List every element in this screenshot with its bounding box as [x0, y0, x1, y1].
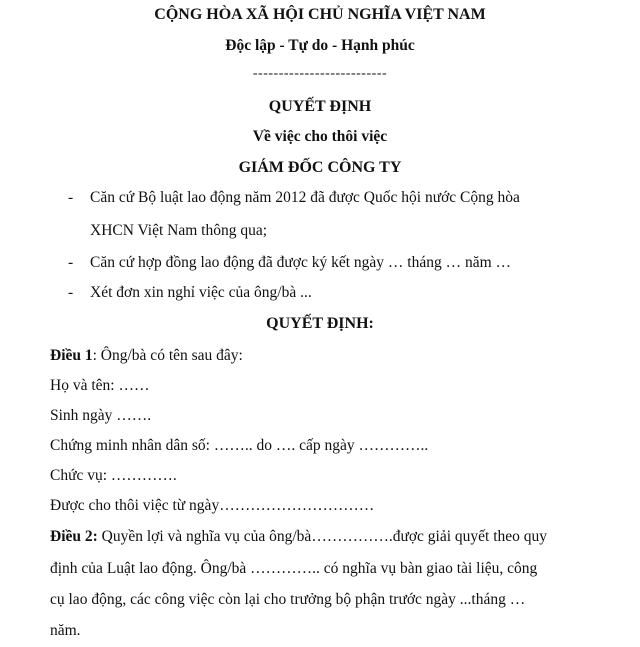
- bullet-dash: -: [68, 189, 74, 206]
- motto: Độc lập - Tự do - Hạnh phúc: [225, 37, 415, 54]
- field-id-number: Chứng minh nhân dân số: …….. do …. cấp ngày …………..: [50, 437, 429, 454]
- header-separator: --------------------------: [252, 66, 388, 81]
- article-2-text: Quyền lợi và nghĩa vụ của ông/bà…………….được giải quyết theo quy: [97, 528, 548, 545]
- basis-item-1-continuation: XHCN Việt Nam thông qua;: [90, 222, 268, 239]
- article-2-line-1: [50, 528, 547, 546]
- bullet-dash: -: [68, 284, 74, 301]
- field-birth-date: Sinh ngày …….: [50, 407, 152, 424]
- basis-text: Xét đơn xin nghỉ việc của ông/bà ...: [90, 284, 312, 301]
- field-termination-date: Được cho thôi việc từ ngày…………………………: [50, 497, 375, 514]
- article-1-label: Điều 1: [50, 347, 93, 364]
- bullet-dash: -: [68, 254, 74, 271]
- decision-heading: QUYẾT ĐỊNH:: [266, 315, 374, 332]
- article-1-text: : Ông/bà có tên sau đây:: [92, 347, 243, 364]
- article-2-line-4: năm.: [50, 622, 81, 639]
- decision-title: QUYẾT ĐỊNH: [268, 98, 372, 115]
- article-1-heading: [50, 347, 243, 365]
- article-2-line-3: cụ lao động, các công việc còn lại cho trưởng bộ phận trước ngày ...tháng …: [50, 591, 526, 608]
- basis-text: Căn cứ Bộ luật lao động năm 2012 đã được Quốc hội nước Cộng hòa: [90, 189, 520, 206]
- country-header: CỘNG HÒA XÃ HỘI CHỦ NGHĨA VIỆT NAM: [154, 6, 486, 23]
- authority-title: GIÁM ĐỐC CÔNG TY: [238, 159, 402, 176]
- field-full-name: Họ và tên: ……: [50, 377, 150, 394]
- basis-text: Căn cứ hợp đồng lao động đã được ký kết ngày … tháng … năm …: [90, 254, 512, 271]
- article-2-line-2: định của Luật lao động. Ông/bà ………….. có nghĩa vụ bàn giao tài liệu, công: [50, 560, 538, 577]
- field-position: Chức vụ: ………….: [50, 467, 177, 484]
- decision-subject: Về việc cho thôi việc: [252, 128, 388, 145]
- article-2-label: Điều 2:: [50, 528, 98, 545]
